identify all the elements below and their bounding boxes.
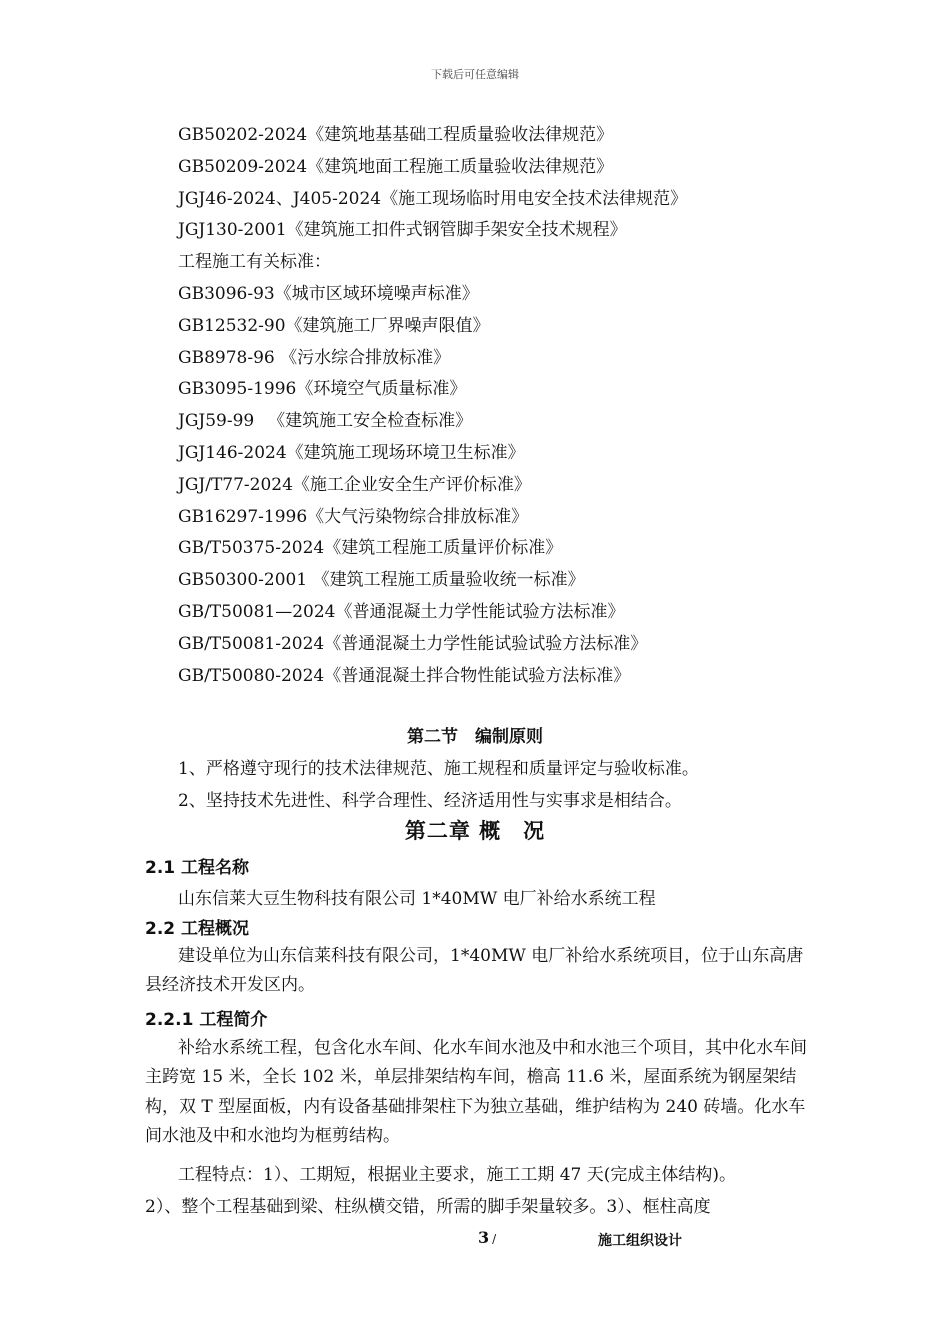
- heading-2-2-1: 2.2.1 工程简介: [145, 1010, 268, 1030]
- list-item: GB/T50080-2024《普通混凝土拌合物性能试验方法标准》: [178, 665, 631, 686]
- intro-paragraph: 补给水系统工程，包含化水车间、化水车间水池及中和水池三个项目，其中化水车间主跨宽 15 米，全长 102 米，单层排架结构车间，檐高 11.6 米，屋面系统为钢屋架结构，双 T 型屋面板，内有设备基础排架柱下为独立基础，维护结构为 240 砖墙。化水车间水池及中和水池均为框剪结构。: [145, 1038, 807, 1146]
- page-number-slash: /: [492, 1232, 497, 1246]
- standards-list: [178, 120, 687, 692]
- principle-item-1: 1、严格遵守现行的技术法律规范、施工规程和质量评定与验收标准。: [178, 759, 699, 779]
- list-item: GB8978-96 《污水综合排放标准》: [178, 347, 451, 368]
- list-item: GB50209-2024《建筑地面工程施工质量验收法律规范》: [178, 156, 614, 177]
- page-number: [478, 1228, 496, 1247]
- footer-doc-title: 施工组织设计: [598, 1233, 682, 1249]
- list-item: JGJ59-99 《建筑施工安全检查标准》: [178, 411, 473, 432]
- list-item: JGJ146-2024《建筑施工现场环境卫生标准》: [178, 442, 525, 463]
- list-item: JGJ46-2024、J405-2024《施工现场临时用电安全技术法律规范》: [178, 188, 688, 209]
- list-item: JGJ130-2001《建筑施工扣件式钢管脚手架安全技术规程》: [178, 220, 627, 241]
- list-item: JGJ/T77-2024《施工企业安全生产评价标准》: [178, 474, 531, 495]
- list-item: GB12532-90《建筑施工厂界噪声限值》: [178, 315, 490, 336]
- principle-item-2: 2、坚持技术先进性、科学合理性、经济适用性与实事求是相结合。: [178, 791, 682, 811]
- list-item: GB3095-1996《环境空气质量标准》: [178, 379, 467, 400]
- heading-2-1: 2.1 工程名称: [145, 858, 250, 878]
- list-item: GB50300-2001 《建筑工程施工质量验收统一标准》: [178, 570, 585, 591]
- features-line-2: 2）、整个工程基础到梁、柱纵横交错，所需的脚手架量较多。3）、框柱高度: [145, 1197, 711, 1217]
- list-item: GB/T50375-2024《建筑工程施工质量评价标准》: [178, 538, 563, 559]
- list-item: GB50202-2024《建筑地基基础工程质量验收法律规范》: [178, 125, 614, 145]
- list-item: GB/T50081-2024《普通混凝土力学性能试验试验方法标准》: [178, 633, 648, 654]
- list-item: 工程施工有关标准：: [178, 252, 331, 273]
- overview-paragraph: 建设单位为山东信莱科技有限公司，1*40MW 电厂补给水系统项目，位于山东高唐县经济技术开发区内。: [145, 946, 804, 995]
- list-item: GB/T50081—2024《普通混凝土力学性能试验方法标准》: [178, 601, 625, 622]
- page-number-value: 3: [478, 1228, 490, 1247]
- list-item: GB16297-1996《大气污染物综合排放标准》: [178, 506, 529, 527]
- chapter-title: 第二章 概 况: [404, 819, 546, 843]
- features-line-1: 工程特点：1）、工期短，根据业主要求，施工工期 47 天(完成主体结构)。: [178, 1165, 737, 1185]
- heading-2-2: 2.2 工程概况: [145, 919, 250, 939]
- project-name: 山东信莱大豆生物科技有限公司 1*40MW 电厂补给水系统工程: [178, 889, 656, 909]
- header-note: 下载后可任意编辑: [431, 68, 519, 81]
- list-item: GB3096-93《城市区域环境噪声标准》: [178, 283, 479, 304]
- section-title: 第二节 编制原则: [407, 727, 543, 747]
